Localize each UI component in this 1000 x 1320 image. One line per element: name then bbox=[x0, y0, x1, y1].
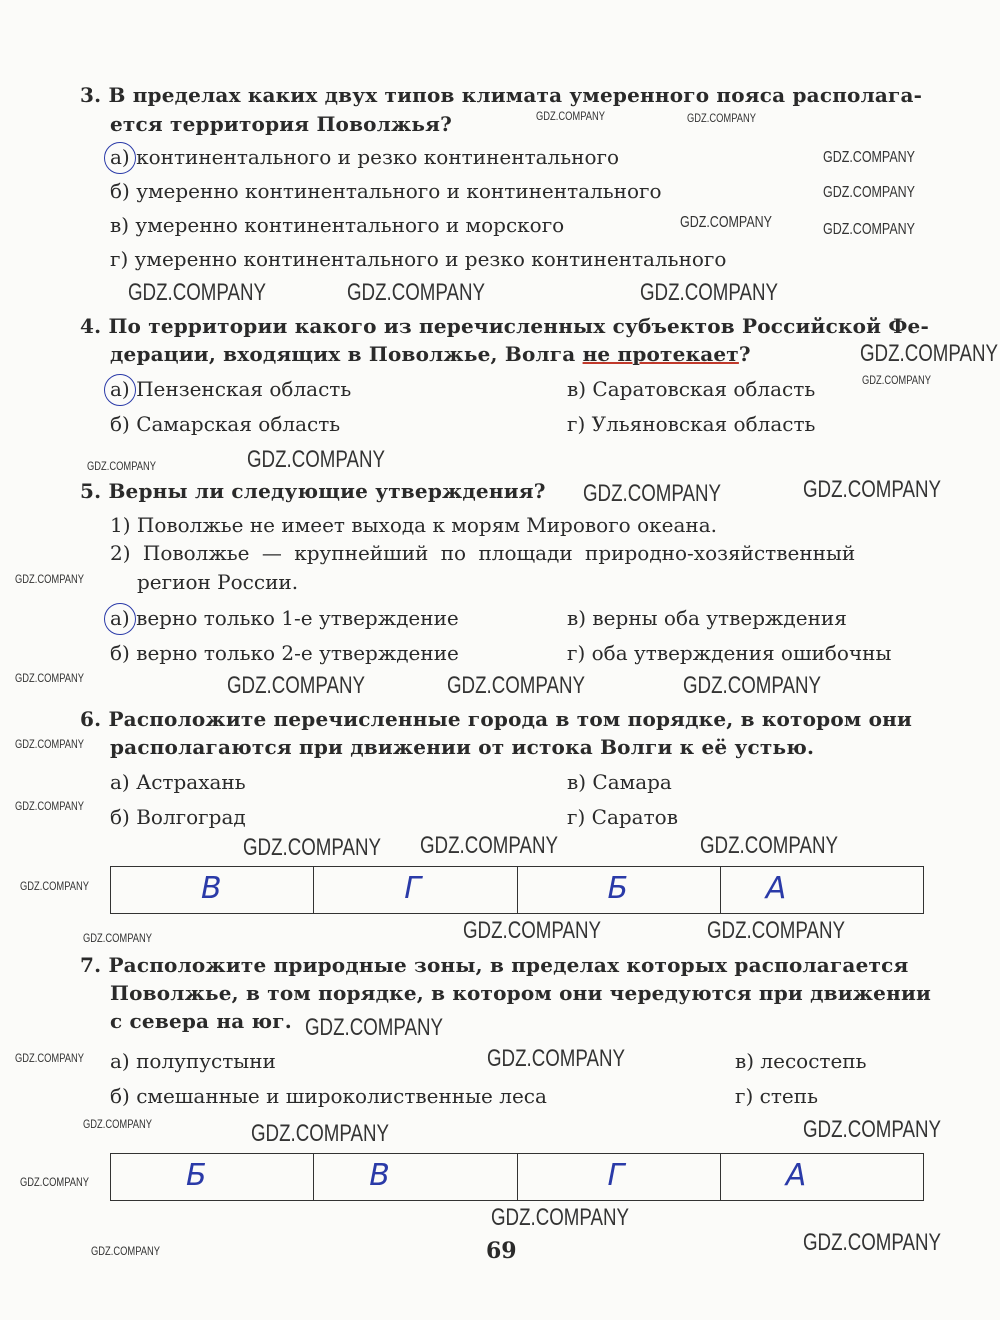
watermark: GDZ.COMPANY bbox=[803, 476, 941, 503]
watermark: GDZ.COMPANY bbox=[823, 184, 915, 201]
watermark: GDZ.COMPANY bbox=[83, 1117, 152, 1131]
q5-option-b: б) верно только 2-е утверждение bbox=[110, 641, 459, 665]
q4-emphasis: не протекает bbox=[582, 342, 739, 366]
q6-option-d: г) Саратов bbox=[567, 805, 678, 829]
q7-text: Поволжье, в том порядке, в котором они чередуются при движении bbox=[110, 981, 932, 1005]
watermark: GDZ.COMPANY bbox=[640, 279, 778, 306]
watermark: GDZ.COMPANY bbox=[707, 917, 845, 944]
q7-option-d: г) степь bbox=[735, 1084, 818, 1108]
q6-option-c: в) Самара bbox=[567, 770, 672, 794]
q3-text: ется территория Поволжья? bbox=[110, 112, 453, 136]
watermark: GDZ.COMPANY bbox=[491, 1204, 629, 1231]
watermark: GDZ.COMPANY bbox=[20, 879, 89, 893]
watermark: GDZ.COMPANY bbox=[15, 799, 84, 813]
watermark: GDZ.COMPANY bbox=[91, 1244, 160, 1258]
watermark: GDZ.COMPANY bbox=[700, 832, 838, 859]
q5-text: 5. Верны ли следующие утверждения? bbox=[80, 479, 546, 503]
q6-option-b: б) Волгоград bbox=[110, 805, 246, 829]
answer-cell[interactable] bbox=[111, 1154, 314, 1200]
q5-option-a: а) верно только 1-е утверждение bbox=[110, 606, 459, 630]
q4-text-part: дерации, входящих в Поволжье, Волга bbox=[110, 342, 583, 366]
q7-answer-table bbox=[110, 1153, 924, 1201]
q3-text: 3. В пределах каких двух типов климата умеренного пояса располага- bbox=[80, 83, 923, 107]
watermark: GDZ.COMPANY bbox=[823, 221, 915, 238]
q3-option-a: а) континентального и резко континентального bbox=[110, 145, 620, 169]
q5-statement-2: регион России. bbox=[137, 570, 299, 594]
q4-option-b: б) Самарская область bbox=[110, 412, 341, 436]
handwritten-answer: Б bbox=[186, 1158, 207, 1193]
watermark: GDZ.COMPANY bbox=[15, 737, 84, 751]
q3-option-b: б) умеренно континентального и континентального bbox=[110, 179, 662, 203]
watermark: GDZ.COMPANY bbox=[227, 672, 365, 699]
q3-option-c: в) умеренно континентального и морского bbox=[110, 213, 565, 237]
watermark: GDZ.COMPANY bbox=[860, 340, 998, 367]
watermark: GDZ.COMPANY bbox=[347, 279, 485, 306]
watermark: GDZ.COMPANY bbox=[20, 1175, 89, 1189]
q4-text: 4. По территории какого из перечисленных субъектов Российской Фе- bbox=[80, 314, 929, 338]
handwritten-answer: Г bbox=[404, 871, 421, 906]
watermark: GDZ.COMPANY bbox=[15, 1051, 84, 1065]
watermark: GDZ.COMPANY bbox=[583, 480, 721, 507]
watermark: GDZ.COMPANY bbox=[683, 672, 821, 699]
answer-cell[interactable] bbox=[518, 1154, 721, 1200]
answer-cell[interactable] bbox=[314, 867, 517, 913]
watermark: GDZ.COMPANY bbox=[15, 671, 84, 685]
watermark: GDZ.COMPANY bbox=[687, 111, 756, 125]
watermark: GDZ.COMPANY bbox=[862, 373, 931, 387]
q6-answer-table bbox=[110, 866, 924, 914]
page-number: 69 bbox=[486, 1238, 517, 1264]
watermark: GDZ.COMPANY bbox=[823, 149, 915, 166]
watermark: GDZ.COMPANY bbox=[83, 931, 152, 945]
q4-option-a: а) Пензенская область bbox=[110, 377, 352, 401]
handwritten-answer: Г bbox=[607, 1158, 625, 1193]
watermark: GDZ.COMPANY bbox=[87, 459, 156, 473]
q7-text: 7. Расположите природные зоны, в пределах которых располагается bbox=[80, 953, 909, 977]
handwritten-answer: А bbox=[765, 871, 787, 906]
q4-option-d: г) Ульяновская область bbox=[567, 412, 816, 436]
q4-option-c: в) Саратовская область bbox=[567, 377, 816, 401]
watermark: GDZ.COMPANY bbox=[803, 1116, 941, 1143]
watermark: GDZ.COMPANY bbox=[251, 1120, 389, 1147]
watermark: GDZ.COMPANY bbox=[487, 1045, 625, 1072]
answer-cell[interactable] bbox=[111, 867, 314, 913]
q7-option-c: в) лесостепь bbox=[735, 1049, 867, 1073]
watermark: GDZ.COMPANY bbox=[305, 1014, 443, 1041]
watermark: GDZ.COMPANY bbox=[15, 572, 84, 586]
q5-statement-2: 2) Поволжье — крупнейший по площади природно-хозяйственный bbox=[110, 541, 856, 565]
watermark: GDZ.COMPANY bbox=[447, 672, 585, 699]
q7-option-b: б) смешанные и широколиственные леса bbox=[110, 1084, 547, 1108]
watermark: GDZ.COMPANY bbox=[243, 834, 381, 861]
watermark: GDZ.COMPANY bbox=[803, 1229, 941, 1256]
q7-option-a: а) полупустыни bbox=[110, 1049, 276, 1073]
q5-statement-1: 1) Поволжье не имеет выхода к морям Мирового океана. bbox=[110, 513, 717, 537]
handwritten-answer: Б bbox=[607, 871, 629, 906]
answer-cell[interactable] bbox=[721, 867, 923, 913]
answer-cell[interactable] bbox=[721, 1154, 923, 1200]
q4-text bbox=[110, 341, 751, 367]
handwritten-answer: А bbox=[785, 1158, 807, 1193]
handwritten-answer: В bbox=[369, 1158, 390, 1193]
watermark: GDZ.COMPANY bbox=[128, 279, 266, 306]
q5-option-d: г) оба утверждения ошибочны bbox=[567, 641, 892, 665]
watermark: GDZ.COMPANY bbox=[680, 214, 772, 231]
q6-option-a: а) Астрахань bbox=[110, 770, 246, 794]
q7-text: с севера на юг. bbox=[110, 1009, 292, 1033]
q6-text: 6. Расположите перечисленные города в том порядке, в котором они bbox=[80, 707, 913, 731]
q5-option-c: в) верны оба утверждения bbox=[567, 606, 847, 630]
answer-cell[interactable] bbox=[518, 867, 721, 913]
q3-option-d: г) умеренно континентального и резко континентального bbox=[110, 247, 727, 271]
q4-text-part: ? bbox=[738, 342, 751, 366]
q6-text: располагаются при движении от истока Волги к её устью. bbox=[110, 735, 815, 759]
answer-cell[interactable] bbox=[314, 1154, 517, 1200]
watermark: GDZ.COMPANY bbox=[463, 917, 601, 944]
handwritten-answer: В bbox=[201, 871, 222, 906]
watermark: GDZ.COMPANY bbox=[536, 109, 605, 123]
watermark: GDZ.COMPANY bbox=[247, 446, 385, 473]
watermark: GDZ.COMPANY bbox=[420, 832, 558, 859]
